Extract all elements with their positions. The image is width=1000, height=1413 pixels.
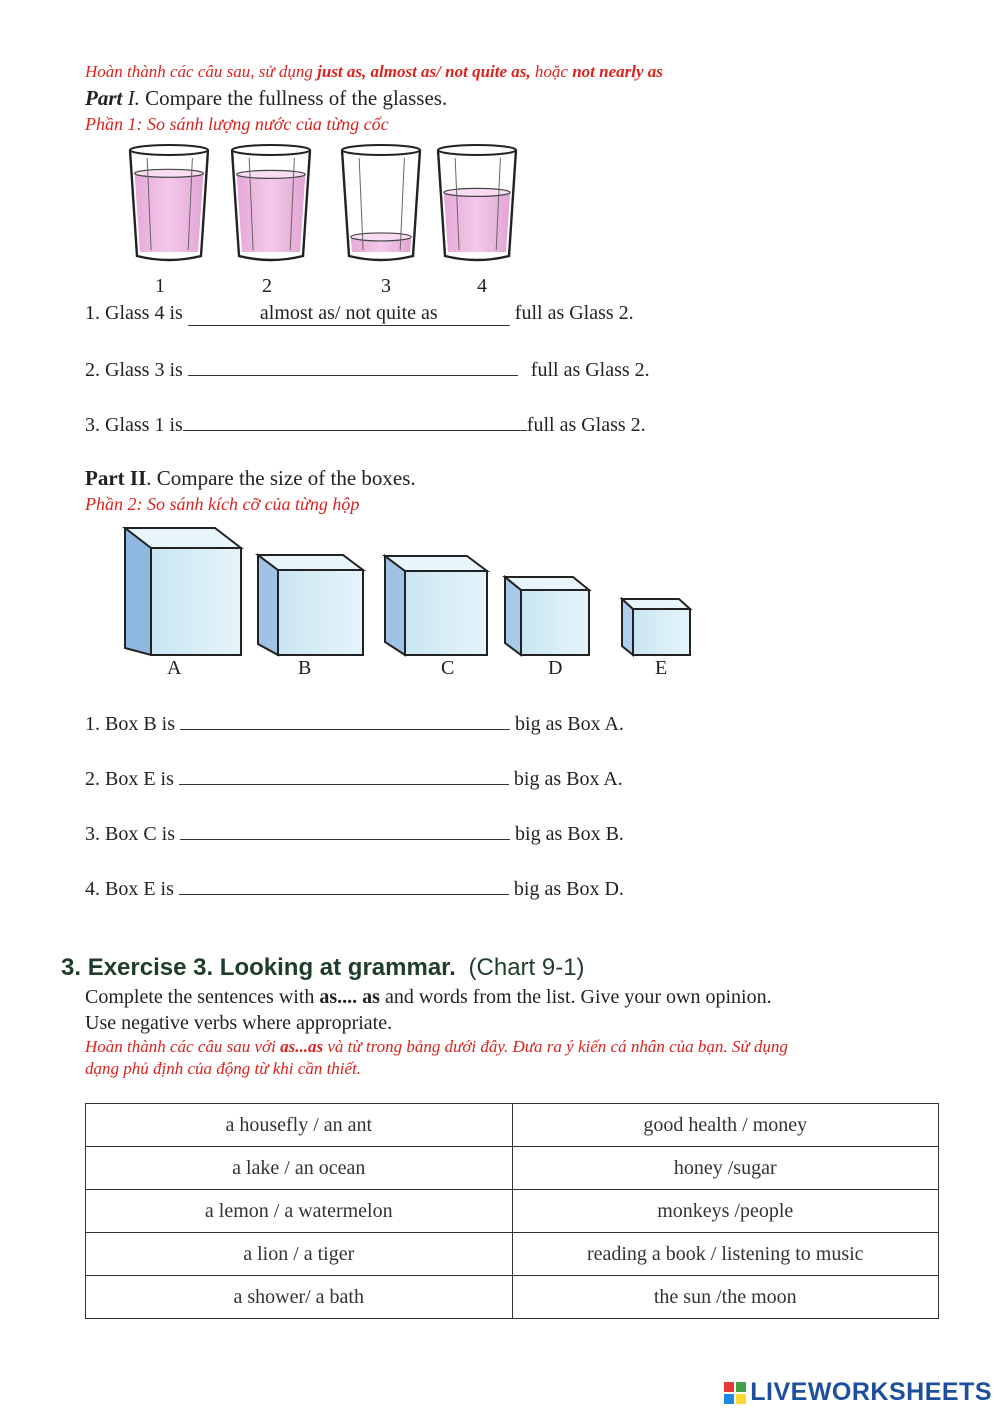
part2-q2-answer-field[interactable]	[179, 766, 509, 785]
exercise3-heading	[61, 954, 585, 982]
box-label-c: C	[441, 657, 455, 679]
glass-2	[232, 145, 310, 260]
glass-label-4: 4	[477, 275, 487, 297]
glass-label-1: 1	[155, 275, 165, 297]
part1-q1-end: full as Glass 2.	[509, 302, 634, 324]
part2-q4-start: 4. Box E is	[85, 878, 179, 900]
glass-1-liquid	[135, 173, 204, 252]
exercise3-vi-c: và từ trong bảng dưới đây. Đưa ra ý kiến cá nhân của bạn. Sử dụng	[323, 1037, 788, 1056]
glass-label-3: 3	[381, 275, 391, 297]
table-cell: a lion / a tiger	[86, 1233, 513, 1276]
table-cell: reading a book / listening to music	[512, 1233, 939, 1276]
exercise3-number: 3.	[61, 954, 82, 981]
glass-1-rim	[130, 145, 208, 155]
table-row	[86, 1276, 939, 1319]
exercise3-chart-ref: (Chart 9-1)	[468, 954, 585, 981]
exercise3-instr-line2: Use negative verbs where appropriate.	[85, 1012, 393, 1034]
table-row	[86, 1104, 939, 1147]
exercise3-vi-b: as...as	[280, 1037, 324, 1056]
box-d	[505, 577, 589, 655]
glass-2-rim	[232, 145, 310, 155]
instruction-vi-middle: hoặc	[530, 62, 573, 81]
glass-1-surface	[135, 169, 204, 177]
table-cell: a housefly / an ant	[86, 1104, 513, 1147]
part2-q1-start: 1. Box B is	[85, 713, 181, 735]
part1-subtitle-vi: Phần 1: So sánh lượng nước của từng cốc	[85, 114, 389, 134]
part2-question-3	[85, 821, 624, 846]
glass-1	[130, 145, 208, 260]
glass-3	[342, 145, 420, 260]
part2-q2-end: big as Box A.	[508, 768, 623, 790]
part2-q4-answer-field[interactable]	[179, 876, 509, 895]
exercise3-vi-a: Hoàn thành các câu sau với	[85, 1037, 281, 1056]
box-a	[125, 528, 241, 655]
part2-question-4	[85, 876, 624, 901]
word-list-table	[85, 1103, 939, 1319]
part1-q3-answer-field[interactable]	[183, 412, 527, 431]
table-cell: monkeys /people	[512, 1190, 939, 1233]
exercise3-instr-c: and words from the list. Give your own opinion.	[379, 986, 772, 1008]
table-cell: honey /sugar	[512, 1147, 939, 1190]
table-cell: a shower/ a bath	[86, 1276, 513, 1319]
table-cell: a lake / an ocean	[86, 1147, 513, 1190]
part2-q3-answer-field[interactable]	[180, 821, 510, 840]
table-cell: the sun /the moon	[512, 1276, 939, 1319]
part2-q2-start: 2. Box E is	[85, 768, 179, 790]
part2-label: Part II	[85, 466, 147, 490]
glass-4-surface	[444, 188, 510, 196]
exercise3-instructions-vi	[85, 1037, 788, 1057]
liveworksheets-logo[interactable]	[724, 1378, 992, 1407]
part2-q3-end: big as Box B.	[510, 823, 624, 845]
box-label-b: B	[298, 657, 312, 679]
part1-q2-answer-field[interactable]	[188, 357, 518, 376]
part2-q1-answer-field[interactable]	[180, 711, 510, 730]
boxes-illustration	[115, 520, 705, 660]
exercise3-instructions	[85, 986, 772, 1009]
part1-label: Part	[85, 86, 123, 110]
part1-question-3	[85, 412, 646, 437]
liveworksheets-logo-icon	[724, 1382, 746, 1404]
table-row	[86, 1190, 939, 1233]
instruction-vi-terms2: not nearly as	[572, 62, 663, 81]
table-row	[86, 1147, 939, 1190]
box-label-a: A	[167, 657, 182, 679]
glass-4-rim	[438, 145, 516, 155]
box-b	[258, 555, 363, 655]
exercise3-instr-a: Complete the sentences with	[85, 986, 320, 1008]
part1-heading	[85, 86, 447, 111]
part1-question-1	[85, 302, 634, 326]
box-label-d: D	[548, 657, 563, 679]
part1-q2-start: 2. Glass 3 is	[85, 359, 188, 381]
glass-label-2: 2	[262, 275, 272, 297]
part1-q1-start: 1. Glass 4 is	[85, 302, 188, 324]
table-row	[86, 1233, 939, 1276]
glass-2-surface	[237, 170, 306, 178]
instruction-vi	[85, 62, 663, 82]
part2-question-1	[85, 711, 624, 736]
glass-4	[438, 145, 516, 260]
liveworksheets-brand-text: LIVEWORKSHEETS	[750, 1378, 992, 1406]
instruction-vi-prefix: Hoàn thành các câu sau, sử dụng	[85, 62, 318, 81]
instruction-vi-terms1: just as, almost as/ not quite as,	[317, 62, 531, 81]
table-cell: good health / money	[512, 1104, 939, 1147]
part1-numeral: I.	[127, 86, 140, 110]
part2-question-2	[85, 766, 623, 791]
part1-title: Compare the fullness of the glasses.	[145, 86, 448, 110]
exercise3-vi-line2: dạng phủ định của động từ khi cần thiết.	[85, 1059, 362, 1078]
glasses-illustration	[120, 138, 540, 268]
box-label-e: E	[655, 657, 668, 679]
part1-q2-end: full as Glass 2.	[525, 359, 650, 381]
part1-question-2	[85, 357, 650, 382]
part2-subtitle-vi: Phần 2: So sánh kích cỡ của từng hộp	[85, 494, 360, 514]
glass-2-liquid	[237, 174, 306, 252]
box-c	[385, 556, 487, 655]
glass-4-liquid	[444, 192, 510, 252]
part2-title: . Compare the size of the boxes.	[146, 466, 416, 490]
part2-heading	[85, 466, 416, 491]
exercise3-title: Exercise 3. Looking at grammar.	[87, 954, 456, 981]
part1-q1-answer-field[interactable]: almost as/ not quite as	[188, 302, 510, 326]
part1-q3-end: full as Glass 2.	[526, 414, 646, 436]
glass-3-rim	[342, 145, 420, 155]
part1-q3-start: 3. Glass 1 is	[85, 414, 183, 436]
box-e	[622, 599, 690, 655]
glass-3-surface	[351, 233, 412, 241]
table-cell: a lemon / a watermelon	[86, 1190, 513, 1233]
part2-q4-end: big as Box D.	[508, 878, 624, 900]
part2-q1-end: big as Box A.	[510, 713, 624, 735]
part2-q3-start: 3. Box C is	[85, 823, 181, 845]
exercise3-instr-b: as.... as	[319, 986, 380, 1008]
